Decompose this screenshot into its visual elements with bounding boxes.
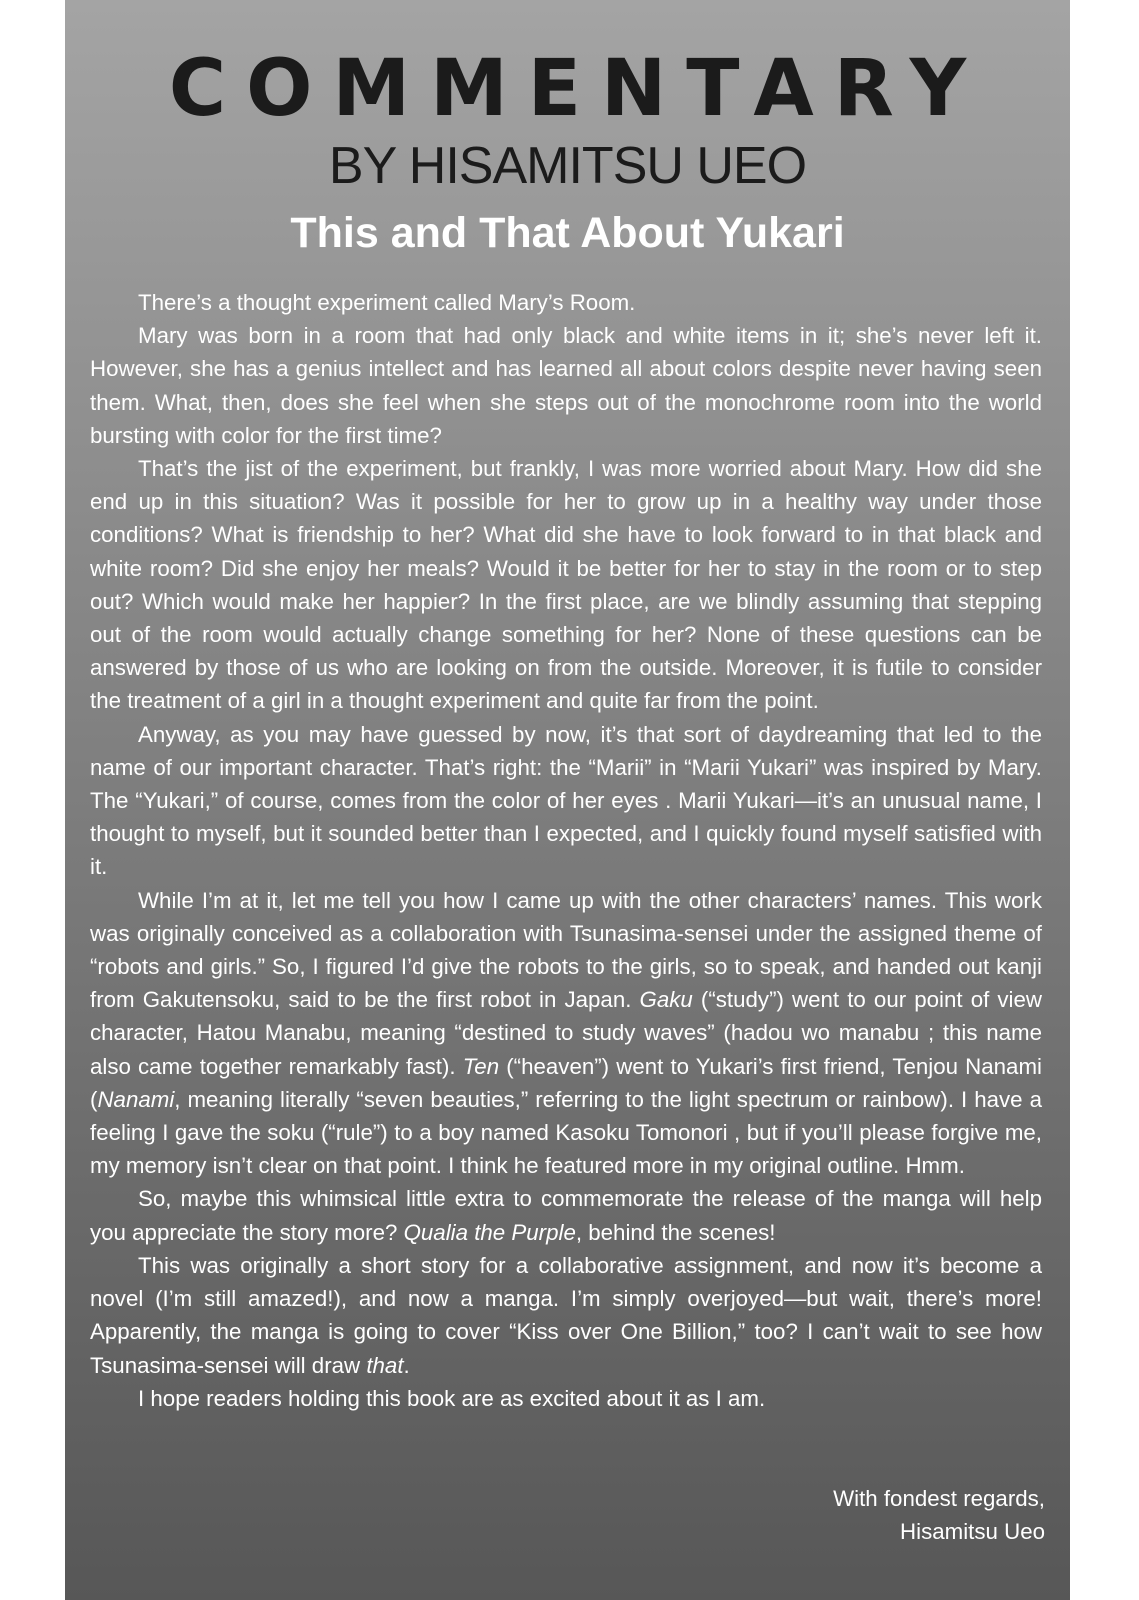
paragraph <box>90 884 1042 1183</box>
italic-text-run: Qualia the Purple <box>403 1219 576 1245</box>
paragraph <box>90 1249 1042 1382</box>
text-run: , meaning literally “seven beauties,” referring to the light spectrum or rainbow). I have a feeling I gave the soku (“rule”) to a boy named Kasoku Tomonori , but if you’ll please forgive me, my memory isn’t clear on that point. I think he featured more in my original outline. Hmm. <box>90 1086 1042 1179</box>
text-run: (“study”) went to our point of view character, Hatou Manabu, meaning “destined to study waves” (hadou wo manabu ; this name also came together remarkably fast). <box>90 987 1042 1079</box>
italic-text-run: Gaku <box>639 987 693 1013</box>
text-run: , behind the scenes! <box>575 1219 776 1245</box>
text-run: I hope readers holding this book are as excited about it as I am. <box>138 1385 766 1411</box>
text-run: This was originally a short story for a collaborative assignment, and now it’s become a novel (I’m still amazed!), and now a manga. I’m simply overjoyed—but wait, there’s more! Apparently, the manga is going to cover “Kiss over One Billion,” too? I can’t wait to see how Tsunasima-sensei will draw <box>90 1252 1042 1378</box>
paragraph <box>90 718 1042 884</box>
paragraph <box>90 1182 1042 1248</box>
text-run: That’s the jist of the experiment, but frankly, I was more worried about Mary. How did she end up in this situation? Was it possible for her to grow up in a healthy way under those conditions? What is friendship to her? What did she have to look forward to in that black and white room? Did she enjoy her meals? Would it be better for her to stay in the room or to step out? Which would make her happier? In the first place, are we blindly assuming that stepping out of the room would actually change something for her? None of these questions can be answered by those of us who are looking on from the outside. Moreover, it is futile to consider the treatment of a girl in a thought experiment and quite far from the point. <box>90 456 1042 714</box>
text-run: While I’m at it, let me tell you how I came up with the other characters’ names. This work was originally conceived as a collaboration with Tsunasima-sensei under the assigned theme of “robots and girls.” So, I figured I’d give the robots to the girls, so to speak, and handed out kanji from Gakutensoku, said to be the first robot in Japan. <box>90 887 1042 1013</box>
commentary-page <box>65 0 1070 1600</box>
text-run: Anyway, as you may have guessed by now, it’s that sort of daydreaming that led to the name of our important character. That’s right: the “Marii” in “Marii Yukari” was inspired by Mary. The “Yukari,” of course, comes from the color of her eyes . Marii Yukari—it’s an unusual name, I thought to myself, but it sounded better than I expected, and I quickly found myself satisfied with it. <box>90 721 1042 880</box>
signoff <box>833 1482 1045 1548</box>
italic-text-run: that <box>366 1352 404 1378</box>
author-byline: BY HISAMITSU UEO <box>328 137 807 195</box>
page-title: COMMENTARY <box>168 44 987 134</box>
text-run: So, maybe this whimsical little extra to commemorate the release of the manga will help you appreciate the story more? <box>90 1186 1042 1245</box>
paragraph <box>90 1382 1042 1415</box>
paragraph <box>90 286 1042 319</box>
signoff-closing: With fondest regards, <box>833 1486 1045 1511</box>
commentary-body <box>90 286 1042 1415</box>
paragraph <box>90 319 1042 452</box>
text-run: Mary was born in a room that had only black and white items in it; she’s never left it. However, she has a genius intellect and has learned all about colors despite never having seen them. What, then, does she feel when she steps out of the monochrome room into the world bursting with color for the first time? <box>90 323 1042 448</box>
text-run: (“heaven”) went to Yukari’s first friend, Tenjou Nanami ( <box>90 1053 1042 1112</box>
text-run: There’s a thought experiment called Mary’s Room. <box>138 290 636 315</box>
italic-text-run: Ten <box>462 1053 500 1079</box>
italic-text-run: Nanami <box>97 1086 175 1112</box>
paragraph <box>90 452 1042 718</box>
signoff-name: Hisamitsu Ueo <box>900 1519 1045 1545</box>
text-run: . <box>403 1352 410 1378</box>
section-subtitle: This and That About Yukari <box>290 209 845 257</box>
